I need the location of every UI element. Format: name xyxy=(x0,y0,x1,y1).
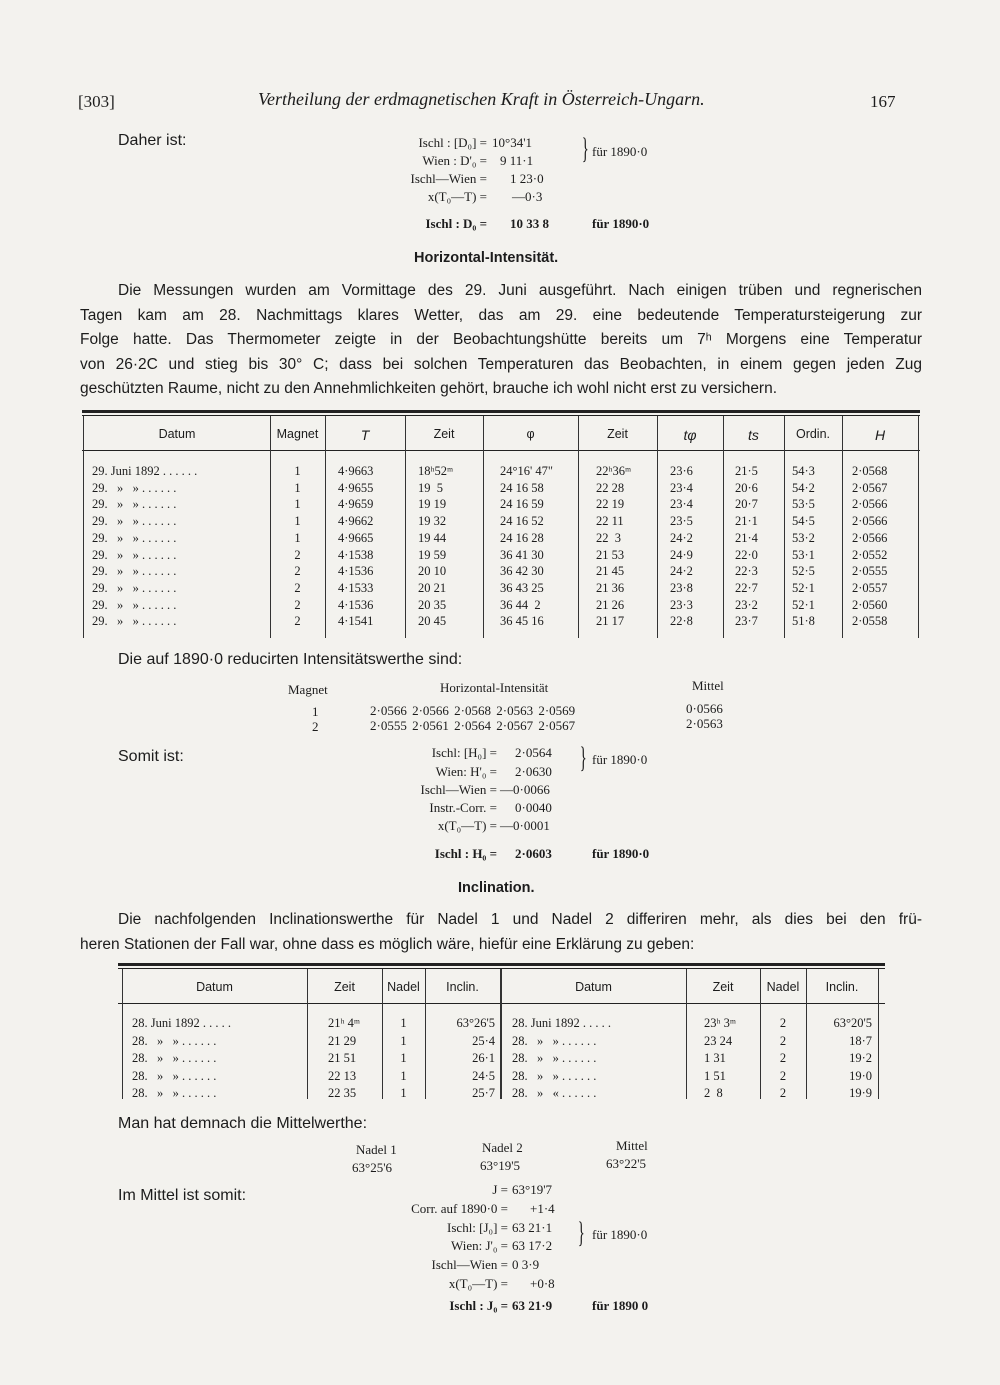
table-cell: 28. » » . . . . . . xyxy=(512,1068,597,1083)
table-header-rule xyxy=(82,450,920,451)
eq-lhs: x(T₀—T) = xyxy=(437,818,497,833)
table-cell: 22·8 xyxy=(670,614,693,629)
table-cell: 28. » « . . . . . . xyxy=(512,1086,597,1100)
horizontal-label: Somit ist: xyxy=(118,748,184,765)
reduced-magnet: 2 xyxy=(312,719,319,734)
table-cell: 21·5 xyxy=(735,464,758,478)
brace-note: für 1890·0 xyxy=(592,752,648,767)
table-cell: 24 16 59 xyxy=(500,497,544,512)
col-divider xyxy=(325,416,326,638)
means-intro: Man hat demnach die Mittelwerthe: xyxy=(118,1115,368,1132)
table-cell: 22·7 xyxy=(735,580,758,595)
means-value: 63°19'5 xyxy=(480,1158,521,1173)
table-cell: 24·9 xyxy=(670,547,693,562)
reduced-mean: 0·0566 xyxy=(686,701,723,716)
reduced-mean: 2·0563 xyxy=(686,716,723,731)
table-header-cell: ts xyxy=(748,427,759,443)
table-cell: 29. » » . . . . . . xyxy=(92,530,177,545)
table-cell: 2 xyxy=(779,1016,787,1030)
table-cell: 22·3 xyxy=(735,564,758,579)
table-cell: 19 19 xyxy=(418,497,447,512)
reduced-header-mean: Mittel xyxy=(692,678,724,693)
table-cell: 20 35 xyxy=(418,597,447,612)
table-cell: 4·9665 xyxy=(338,530,374,545)
table-cell: 21 53 xyxy=(596,547,625,562)
paragraph-line: heren Stationen der Fall war, ohne dass es möglich wäre, hiefür eine Erklärung zu geben: xyxy=(80,935,695,953)
table-cell: 4·1536 xyxy=(338,564,374,579)
table-cell: 2·0566 xyxy=(852,497,888,512)
eq-rhs: 2·0630 xyxy=(515,764,552,779)
table-cell: 28. » » . . . . . . xyxy=(512,1051,597,1065)
table-cell: 2 xyxy=(294,614,301,629)
table-cell: 18·7 xyxy=(849,1033,872,1048)
col-divider xyxy=(878,969,879,1099)
table-cell: 25·4 xyxy=(472,1033,495,1048)
table-cell: 21 45 xyxy=(596,564,625,579)
table-cell: 28. Juni 1892 . . . . . xyxy=(512,1016,611,1030)
table-cell: 4·9655 xyxy=(338,480,374,495)
paragraph-line: Folge hatte. Das Thermometer zeigte in der Beobachtungshütte bereits um 7ʰ Morgens eine Temperatur xyxy=(80,331,922,348)
table-cell: 23·3 xyxy=(670,597,693,612)
result-rhs: 63 21·9 xyxy=(512,1298,553,1313)
table-cell: 22 11 xyxy=(596,514,624,529)
eq-lhs: Wien: J'₀ = xyxy=(450,1238,508,1253)
table-cell: 2 xyxy=(779,1068,787,1083)
table-cell: 2·0557 xyxy=(852,580,888,595)
paragraph-line: von 26·2C und stieg bis 30° C; dass bei solchen Temperaturen das Beobachten, in einem gegen jeden Zug xyxy=(80,355,922,373)
result-lhs: Ischl : D₀ = xyxy=(425,216,487,231)
table-cell: 4·1541 xyxy=(338,614,374,629)
brace-icon: } xyxy=(579,741,587,774)
table-cell: 1 51 xyxy=(704,1068,726,1083)
table-header-cell: H xyxy=(874,427,886,443)
table-cell: 19 5 xyxy=(418,480,443,495)
table-cell: 36 42 30 xyxy=(500,564,544,579)
col-divider xyxy=(83,416,84,638)
table-cell: 20 21 xyxy=(418,580,447,595)
table-cell: 19 59 xyxy=(418,547,447,562)
table-cell: 20 10 xyxy=(418,564,447,579)
table-header-cell: Ordin. xyxy=(795,427,831,441)
table-cell: 1 xyxy=(294,464,301,478)
table-cell: 26·1 xyxy=(472,1051,495,1065)
table-cell: 21 26 xyxy=(596,597,625,612)
table-cell: 23·4 xyxy=(670,497,693,512)
table-header-cell: Nadel xyxy=(387,980,420,994)
table-cell: 21 36 xyxy=(596,580,625,595)
col-divider xyxy=(578,416,579,638)
table-cell: 29. » » . . . . . . xyxy=(92,497,177,512)
eq-rhs: 2·0564 xyxy=(515,745,552,760)
table-cell: 20 45 xyxy=(418,614,447,629)
table-cell: 29. » » . . . . . . xyxy=(92,514,177,529)
table-top-rule xyxy=(82,410,920,413)
table-cell: 23·7 xyxy=(735,614,758,629)
reduced-magnet: 1 xyxy=(312,704,319,719)
table-cell: 23 24 xyxy=(704,1033,733,1048)
table-cell: 63°20'5 xyxy=(833,1016,872,1030)
eq-rhs: 63 21·1 xyxy=(512,1220,553,1235)
col-divider xyxy=(784,416,785,638)
reduced-values: 2·0566 2·0566 2·0568 2·0563 2·0569 xyxy=(370,703,576,718)
result-note: für 1890·0 xyxy=(592,846,650,861)
table-cell: 52·5 xyxy=(792,564,815,579)
table-header-cell: φ xyxy=(526,427,535,441)
reduced-intro: Die auf 1890·0 reducirten Intensitätswerthe sind: xyxy=(118,651,463,668)
table-cell: 29. » » . . . . . . xyxy=(92,480,177,495)
table-cell: 53·1 xyxy=(792,547,815,562)
table-cell: 24·5 xyxy=(472,1068,495,1083)
table-cell: 1 xyxy=(294,530,301,545)
table-header-cell: Datum xyxy=(196,980,233,994)
eq-lhs: x(T₀—T) = xyxy=(427,189,487,204)
table-cell: 24 16 28 xyxy=(500,530,544,545)
table-cell: 2 xyxy=(294,597,301,612)
col-divider xyxy=(657,416,658,638)
brace-note: für 1890·0 xyxy=(592,144,648,159)
table-cell: 2 xyxy=(294,564,301,579)
table-cell: 21·1 xyxy=(735,514,758,529)
table-cell: 2·0566 xyxy=(852,514,888,529)
table-cell: 22 28 xyxy=(596,480,625,495)
table-cell: 52·1 xyxy=(792,580,815,595)
result-rhs: 2·0603 xyxy=(515,846,552,861)
table-cell: 28. » » . . . . . . xyxy=(132,1033,217,1048)
means-value: 63°25'6 xyxy=(352,1160,393,1175)
table-top-rule xyxy=(118,963,885,966)
table-cell: 23ʰ 3ᵐ xyxy=(704,1016,737,1030)
table-cell: 20·6 xyxy=(735,480,758,495)
table-cell: 2·0568 xyxy=(852,464,888,478)
col-divider xyxy=(842,416,843,638)
table-header-cell: T xyxy=(360,427,370,443)
table-cell: 18ʰ52ᵐ xyxy=(418,464,454,478)
declination-label: Daher ist: xyxy=(118,132,187,149)
table-cell: 28. Juni 1892 . . . . . xyxy=(132,1016,231,1030)
table-cell: 24·2 xyxy=(670,564,693,579)
page-number: 167 xyxy=(870,92,896,111)
table-cell: 4·1538 xyxy=(338,547,374,562)
eq-lhs: Ischl—Wien = xyxy=(410,171,487,186)
eq-rhs: 1 23·0 xyxy=(510,171,544,186)
means-header: Mittel xyxy=(616,1138,648,1153)
inclination-label: Im Mittel ist somit: xyxy=(118,1187,247,1204)
eq-rhs: 9 11·1 xyxy=(500,153,534,168)
brace-icon: } xyxy=(577,1216,585,1249)
table-cell: 2·0558 xyxy=(852,614,888,629)
table-cell: 2 xyxy=(294,580,301,595)
table-cell: 4·1536 xyxy=(338,597,374,612)
eq-rhs: +1·4 xyxy=(530,1201,555,1216)
table-header-cell: Zeit xyxy=(433,427,455,441)
table-cell: 21 51 xyxy=(328,1051,357,1065)
result-lhs: Ischl : H₀ = xyxy=(434,846,497,861)
table-cell: 1 xyxy=(400,1033,407,1048)
table-cell: 1 xyxy=(400,1068,407,1083)
table-cell: 23·4 xyxy=(670,480,693,495)
table-header-cell: Datum xyxy=(575,980,612,994)
table-cell: 1 xyxy=(294,480,301,495)
eq-lhs: Ischl—Wien = xyxy=(431,1257,508,1272)
result-note: für 1890·0 xyxy=(592,216,650,231)
table-cell: 29. » » . . . . . . xyxy=(92,547,177,562)
table-top-rule xyxy=(82,415,920,416)
col-divider xyxy=(723,416,724,638)
table-header-cell: Zeit xyxy=(334,980,355,994)
table-cell: 23·8 xyxy=(670,580,693,595)
table-cell: 28. » » . . . . . . xyxy=(512,1033,597,1048)
table-cell: 24·2 xyxy=(670,530,693,545)
eq-lhs: Instr.-Corr. = xyxy=(429,800,497,815)
col-divider xyxy=(483,416,484,638)
eq-rhs: 0 3·9 xyxy=(512,1257,540,1272)
table-cell: 28. » » . . . . . . xyxy=(132,1086,217,1100)
paragraph-inclination xyxy=(80,908,922,957)
table-cell: 54·2 xyxy=(792,480,815,495)
eq-lhs: Wien: H'₀ = xyxy=(435,764,497,779)
table-cell: 19·9 xyxy=(849,1086,872,1100)
table-cell: 22 3 xyxy=(596,530,621,545)
table-header-cell: Magnet xyxy=(276,427,319,441)
eq-lhs: Corr. auf 1890·0 = xyxy=(411,1201,508,1216)
table-cell: 51·8 xyxy=(792,614,815,629)
table-cell: 29. » » . . . . . . xyxy=(92,580,177,595)
table-cell: 63°26'5 xyxy=(456,1016,495,1030)
col-divider xyxy=(405,416,406,638)
eq-lhs: Ischl: [J₀] = xyxy=(447,1220,508,1235)
table-cell: 2·0567 xyxy=(852,480,888,495)
section-heading-inclination: Inclination. xyxy=(458,880,535,896)
table-cell: 20·7 xyxy=(735,497,758,512)
table-cell: 19·0 xyxy=(849,1068,872,1083)
eq-rhs: —0·0001 xyxy=(500,818,550,833)
table-cell: 1 xyxy=(294,497,301,512)
means-header: Nadel 2 xyxy=(482,1140,523,1155)
result-lhs: Ischl : J₀ = xyxy=(449,1298,508,1313)
table-cell: 36 43 25 xyxy=(500,580,544,595)
table-cell: 21 17 xyxy=(596,614,625,629)
table-cell: 1 xyxy=(400,1086,407,1100)
table-cell: 22 35 xyxy=(328,1086,357,1100)
section-heading-horizontal: Horizontal-Intensität. xyxy=(414,250,559,266)
table-cell: 53·2 xyxy=(792,530,815,545)
table-header-cell: Datum xyxy=(158,427,196,441)
table-cell: 53·5 xyxy=(792,497,815,512)
table-cell: 22·0 xyxy=(735,547,758,562)
table-cell: 24 16 52 xyxy=(500,514,544,529)
table-cell: 52·1 xyxy=(792,597,815,612)
table-cell: 23·5 xyxy=(670,514,693,529)
brace-note: für 1890·0 xyxy=(592,1227,648,1242)
table-cell: 2·0555 xyxy=(852,564,888,579)
table-cell: 21·4 xyxy=(735,530,758,545)
table-cell: 24 16 58 xyxy=(500,480,544,495)
table-cell: 4·1533 xyxy=(338,580,374,595)
table-cell: 36 41 30 xyxy=(500,547,544,562)
eq-lhs: Ischl—Wien = xyxy=(420,782,497,797)
table-cell: 36 44 2 xyxy=(500,597,541,612)
table-cell: 4·9659 xyxy=(338,497,374,512)
eq-lhs: Ischl : [D₀] = xyxy=(418,135,487,150)
table-cell: 23·6 xyxy=(670,464,693,478)
paragraph-horizontal xyxy=(80,279,922,402)
table-cell: 2 8 xyxy=(704,1086,723,1100)
table-cell: 23·2 xyxy=(735,597,758,612)
table-cell: 1 xyxy=(294,514,301,529)
table-header-cell: Inclin. xyxy=(825,980,859,994)
table-cell: 29. » » . . . . . . xyxy=(92,597,177,612)
table-header-cell: Inclin. xyxy=(446,980,479,994)
table-cell: 22 19 xyxy=(596,497,625,512)
table-cell: 2 xyxy=(779,1086,787,1100)
table-header-cell: Zeit xyxy=(607,427,628,441)
table-cell: 2 xyxy=(779,1033,787,1048)
table-cell: 19·2 xyxy=(849,1051,872,1065)
means-value: 63°22'5 xyxy=(606,1156,647,1171)
table-cell: 2 xyxy=(779,1051,787,1065)
eq-lhs: x(T₀—T) = xyxy=(448,1276,508,1291)
eq-rhs: 63 17·2 xyxy=(512,1238,553,1253)
eq-lhs: J = xyxy=(492,1182,508,1197)
brace-icon: } xyxy=(581,132,589,165)
table-header-cell: tφ xyxy=(683,427,697,443)
table-cell: 54·3 xyxy=(792,464,815,478)
table-cell: 19 32 xyxy=(418,514,447,529)
reduced-header-magnet: Magnet xyxy=(288,682,328,697)
paragraph-line: geschützten Raume, nicht zu den Annehmlichkeiten gehört, brauche ich wohl nicht erst zu versichern. xyxy=(80,380,778,397)
table-cell: 21 29 xyxy=(328,1033,357,1048)
table-cell: 19 44 xyxy=(418,530,447,545)
paragraph-line: Die nachfolgenden Inclinationswerthe für Nadel 1 und Nadel 2 differiren mehr, als dies bei den frü- xyxy=(118,911,922,928)
table-cell: 29. » » . . . . . . xyxy=(92,564,177,579)
table-cell: 1 31 xyxy=(704,1051,726,1065)
table-header-cell: Nadel xyxy=(766,980,800,994)
reduced-values: 2·0555 2·0561 2·0564 2·0567 2·0567 xyxy=(370,718,576,733)
means-header: Nadel 1 xyxy=(356,1142,397,1157)
eq-rhs: —0·0066 xyxy=(500,782,550,797)
table-cell: 22ʰ36ᵐ xyxy=(596,464,632,478)
table-cell: 2·0566 xyxy=(852,530,888,545)
page-ref: [303] xyxy=(78,92,115,111)
col-divider xyxy=(918,416,919,638)
table-cell: 1 xyxy=(400,1016,407,1030)
table-cell: 36 45 16 xyxy=(500,614,544,629)
table-cell: 2 xyxy=(294,547,301,562)
eq-rhs: 10°34'1 xyxy=(492,135,533,150)
eq-rhs: +0·8 xyxy=(530,1276,555,1291)
paragraph-line: Tagen kam am 28. Nachmittags klares Wetter, das am 29. eine bedeutende Temperatursteigerung zur xyxy=(80,306,922,324)
table-cell: 28. » » . . . . . . xyxy=(132,1068,217,1083)
table-cell: 28. » » . . . . . . xyxy=(132,1051,217,1065)
table-cell: 29. Juni 1892 . . . . . . xyxy=(92,464,198,478)
table-cell: 1 xyxy=(400,1051,407,1065)
table-cell: 2·0552 xyxy=(852,547,888,562)
table-cell: 4·9662 xyxy=(338,514,374,529)
eq-rhs: —0·3 xyxy=(512,189,543,204)
table-cell: 21ʰ 4ᵐ xyxy=(328,1016,361,1030)
eq-lhs: Ischl: [H₀] = xyxy=(431,745,497,760)
running-title: Vertheilung der erdmagnetischen Kraft in Österreich-Ungarn. xyxy=(258,89,705,109)
table-cell: 2·0560 xyxy=(852,597,888,612)
table-cell: 24°16' 47" xyxy=(500,464,553,478)
eq-rhs: 63°19'7 xyxy=(512,1182,553,1197)
table-header-cell: Zeit xyxy=(712,980,734,994)
table-cell: 25·7 xyxy=(472,1086,495,1100)
reduced-header-intensity: Horizontal-Intensität xyxy=(440,680,549,695)
table-cell: 4·9663 xyxy=(338,464,374,478)
table-cell: 54·5 xyxy=(792,514,815,529)
eq-rhs: 0·0040 xyxy=(515,800,552,815)
eq-lhs: Wien : D'₀ = xyxy=(422,153,487,168)
result-rhs: 10 33 8 xyxy=(510,216,549,231)
table-cell: 29. » » . . . . . . xyxy=(92,614,177,629)
paragraph-line: Die Messungen wurden am Vormittage des 29. Juni ausgeführt. Nach einigen trüben und regnerischen xyxy=(118,282,922,299)
result-note: für 1890 0 xyxy=(592,1298,649,1313)
table-cell: 22 13 xyxy=(328,1068,357,1083)
